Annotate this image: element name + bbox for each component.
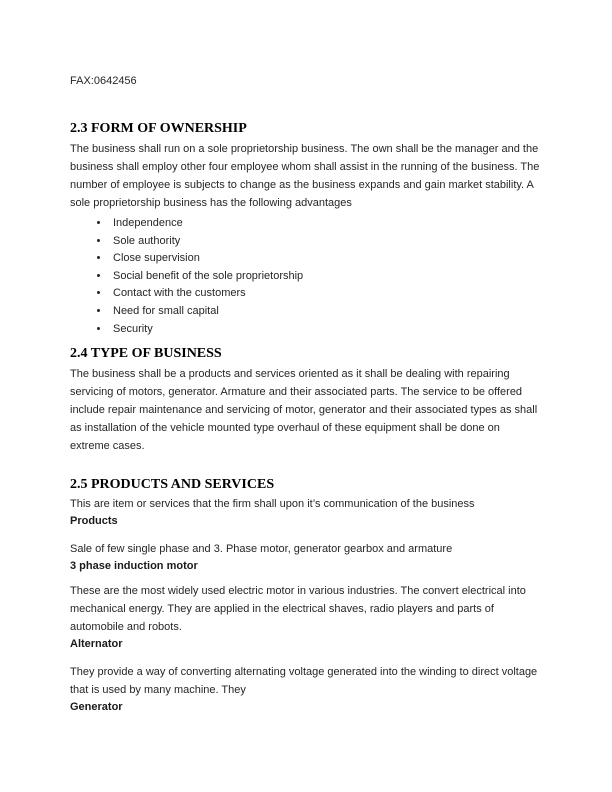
section-type-of-business <box>70 345 540 455</box>
products-services-intro: This are item or services that the firm shall upon it’s communication of the business <box>70 498 475 511</box>
generator-subheading: Generator <box>70 701 123 714</box>
induction-motor-subheading: 3 phase induction motor <box>70 560 198 573</box>
alternator-paragraph: They provide a way of converting alternating voltage generated into the winding to direct voltage that is used by many machine. They <box>70 666 538 697</box>
list-item: • Security <box>110 321 540 339</box>
fax-line: FAX:0642456 <box>70 75 137 87</box>
heading-products-and-services: 2.5 PRODUCTS AND SERVICES <box>70 477 275 493</box>
sale-line: Sale of few single phase and 3. Phase motor, generator gearbox and armature <box>70 543 453 556</box>
list-item: • Contact with the customers <box>110 285 540 303</box>
list-item: • Close supervision <box>110 250 540 268</box>
induction-motor-paragraph: These are the most widely used electric motor in various industries. The convert electrical into mechanical energy. They are applied in the electrical shaves, radio players and parts of automobile and robots. <box>70 585 526 634</box>
list-item: • Social benefit of the sole proprietorship <box>110 268 540 286</box>
list-item: • Sole authority <box>110 233 540 251</box>
section-form-of-ownership <box>70 120 540 338</box>
alternator-subheading: Alternator <box>70 638 123 651</box>
type-of-business-paragraph: The business shall be a products and services oriented as it shall be dealing with repairing servicing of motors, generator. Armature and their associated parts. The service to be offered include repair maintenance and servicing of motor, generator and their associated types as shall as installation of the vehicle mounted type overhaul of these equipment shall be done on extreme cases. <box>70 368 538 453</box>
section-products-and-services <box>70 476 540 715</box>
heading-type-of-business: 2.4 TYPE OF BUSINESS <box>70 346 222 362</box>
ownership-paragraph: The business shall run on a sole proprietorship business. The own shall be the manager and the business shall employ other four employee whom shall assist in the running of the business. The number of employee is subjects to change as the business expands and gain market stability. A sole proprietorship business has the following advantages <box>70 143 540 209</box>
list-item: • Need for small capital <box>110 303 540 321</box>
heading-form-of-ownership: 2.3 FORM OF OWNERSHIP <box>70 121 247 136</box>
list-item: • Independence <box>110 215 540 233</box>
advantages-list <box>70 215 540 338</box>
products-subheading: Products <box>70 515 118 528</box>
